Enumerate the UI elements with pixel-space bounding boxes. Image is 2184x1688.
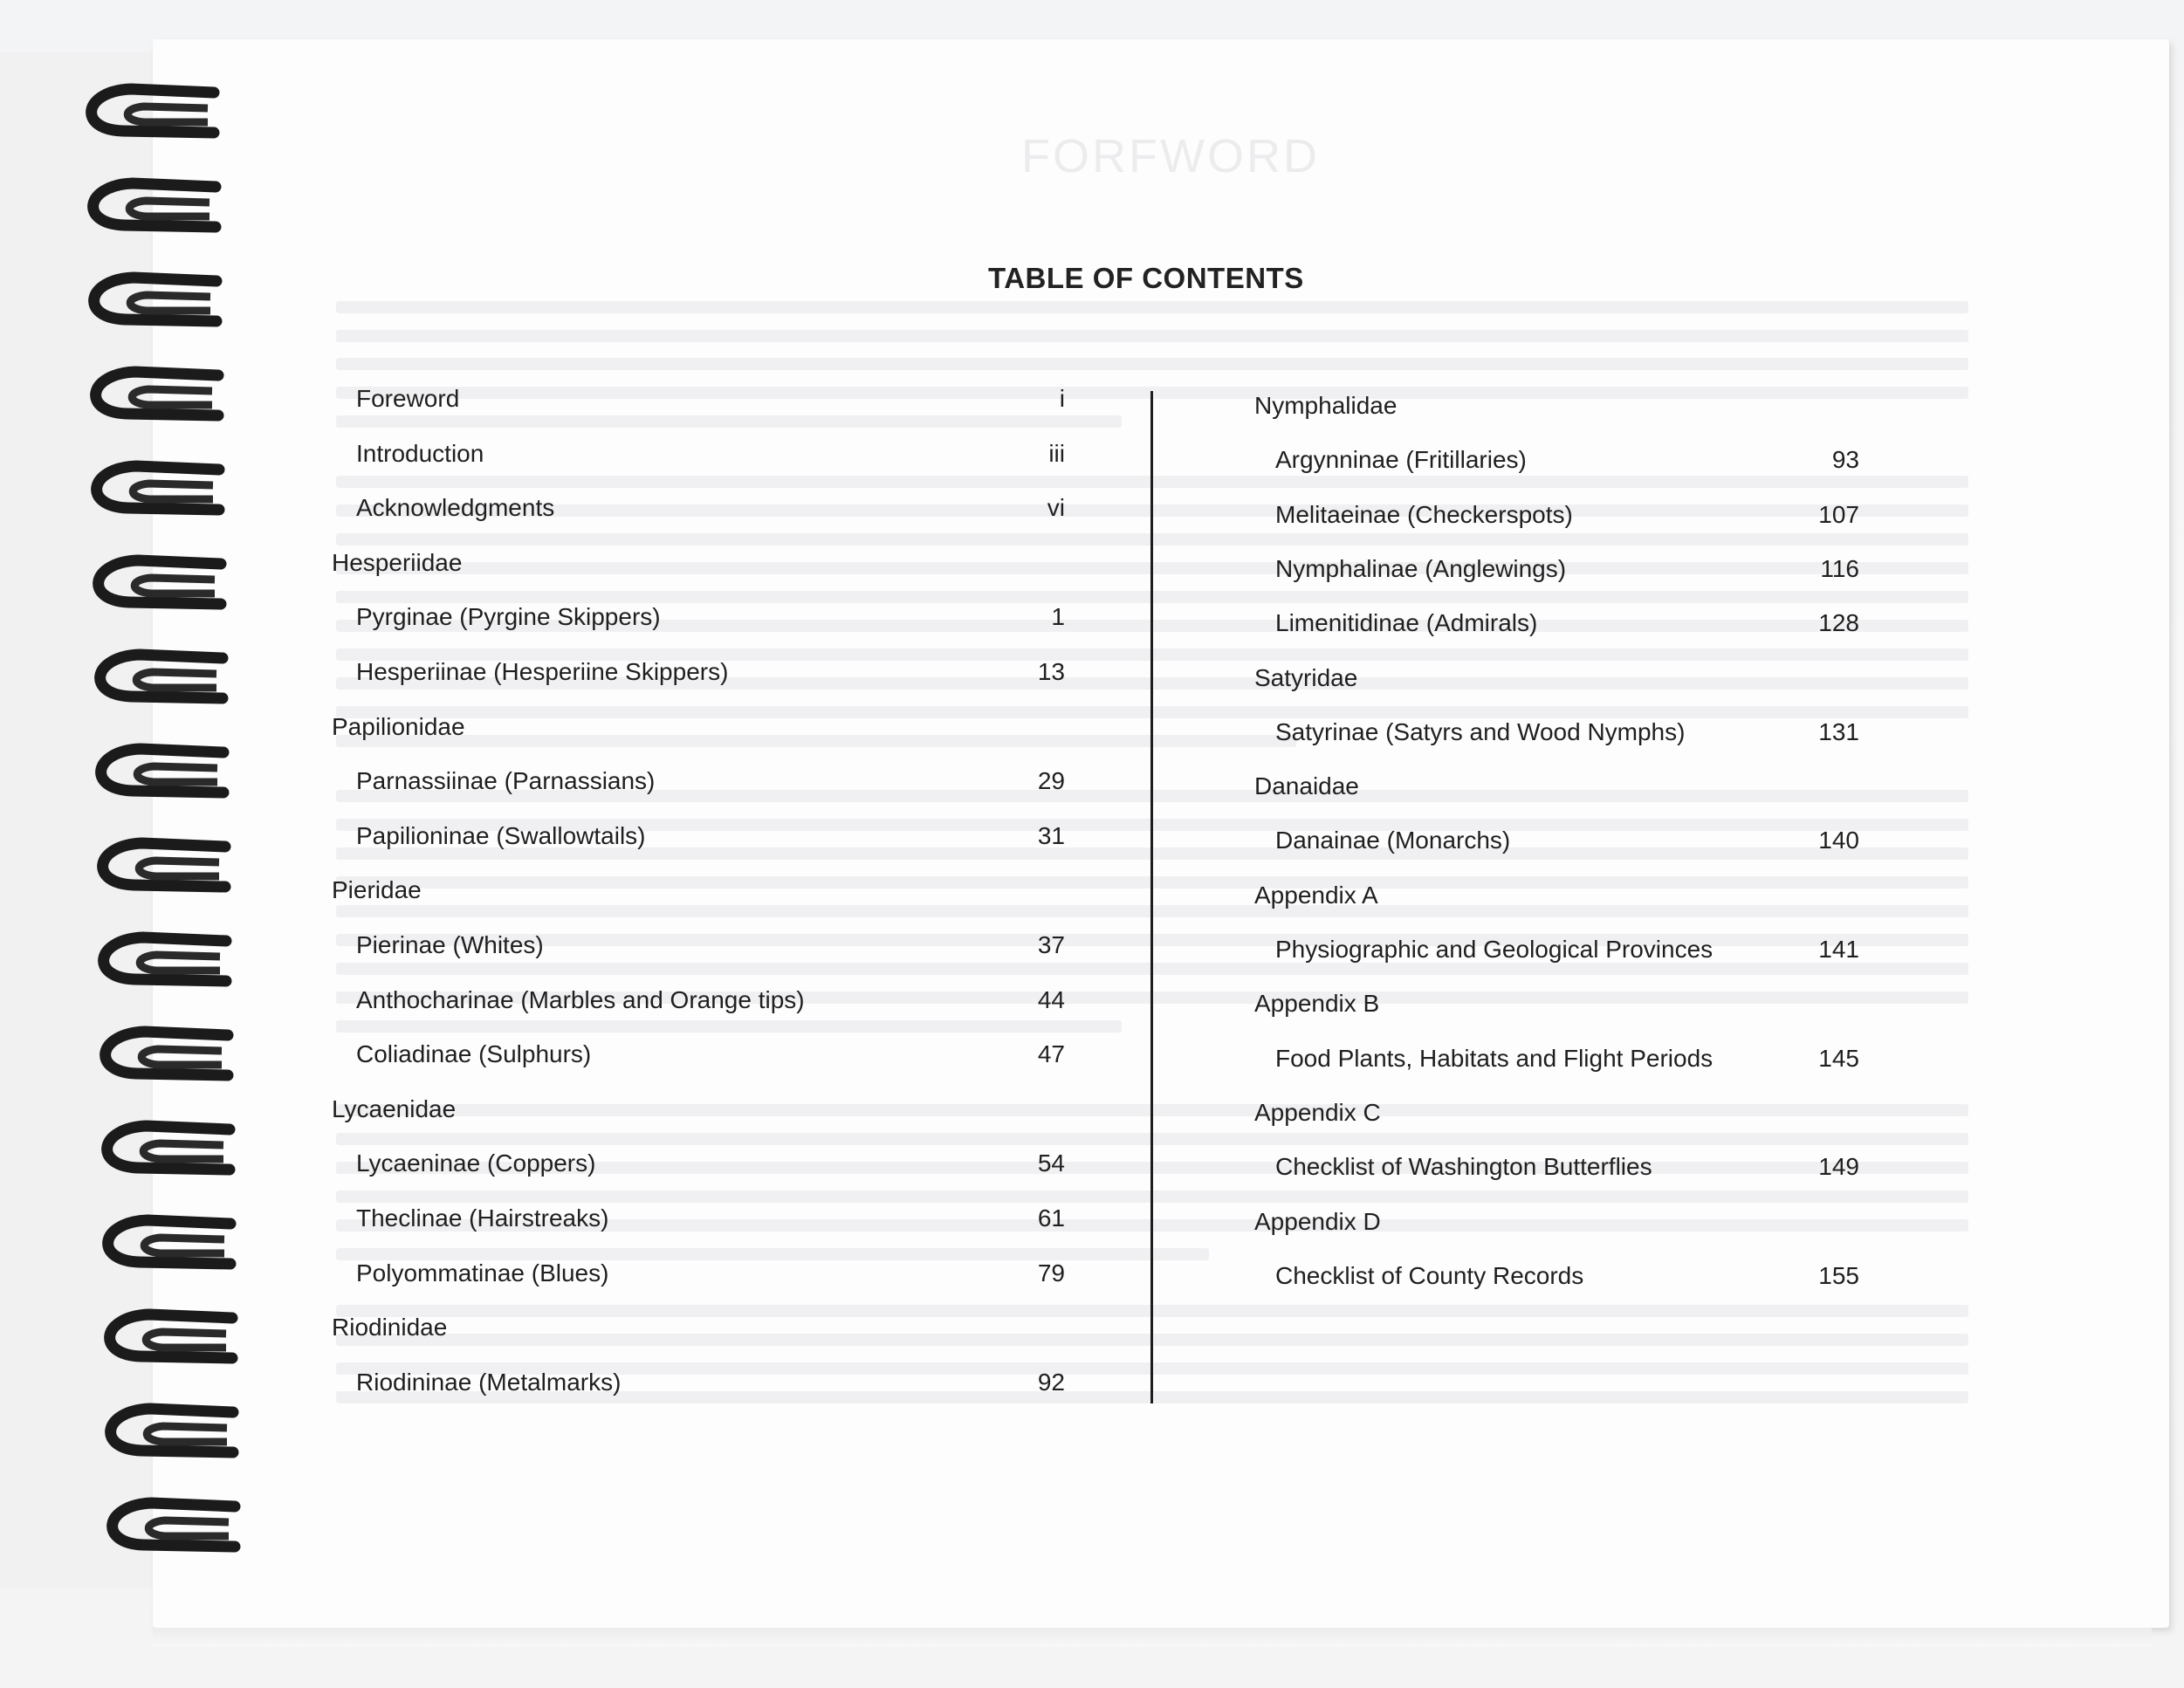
toc-entry-theclinae: Theclinae (Hairstreaks) <box>356 1204 609 1232</box>
toc-page-number: 145 <box>1818 1044 1859 1072</box>
spiral-coil <box>108 1220 230 1264</box>
toc-page-number: 107 <box>1818 500 1859 528</box>
toc-entry-danainae: Danainae (Monarchs) <box>1275 827 1511 854</box>
spiral-coil <box>96 372 218 415</box>
toc-section-appendix-a: Appendix A <box>1254 881 1378 909</box>
toc-page-number: 44 <box>1037 985 1065 1013</box>
toc-entry-physiographic-and-geological-provinces: Physiographic and Geological Provinces <box>1275 936 1714 963</box>
toc-entry-hesperiinae: Hesperiinae (Hesperiine Skippers) <box>356 658 729 685</box>
toc-page-number: 140 <box>1818 827 1859 854</box>
spiral-coil <box>104 937 226 981</box>
spiral-binding-icon <box>0 0 244 1688</box>
spiral-coil <box>107 1126 230 1170</box>
toc-section-nymphalidae: Nymphalidae <box>1254 392 1398 419</box>
toc-page-number: 141 <box>1818 936 1859 963</box>
ghost-heading: FORFWORD <box>1021 130 1320 182</box>
spiral-coil <box>101 749 223 793</box>
toc-page-number: iii <box>1048 439 1065 467</box>
spiral-coil <box>92 89 214 133</box>
toc-entry-argynninae: Argynninae (Fritillaries) <box>1275 446 1527 474</box>
toc-entry-limenitidinae: Limenitidinae (Admirals) <box>1275 609 1538 637</box>
spiral-coil <box>100 655 223 698</box>
spiral-coil <box>99 560 221 604</box>
toc-page-number: vi <box>1047 494 1065 522</box>
toc-page-number: 128 <box>1818 609 1859 637</box>
toc-section-riodinidae: Riodinidae <box>332 1314 448 1341</box>
toc-entry-checklist-of-washington-butterflies: Checklist of Washington Butterflies <box>1275 1153 1652 1181</box>
toc-section-papilionidae: Papilionidae <box>332 712 465 740</box>
spiral-coil <box>113 1503 235 1547</box>
toc-page-number: 116 <box>1820 554 1859 582</box>
toc-page-number: 61 <box>1037 1204 1065 1232</box>
toc-page-number: 1 <box>1051 603 1065 631</box>
toc-page-number: 79 <box>1037 1259 1065 1287</box>
toc-section-appendix-d: Appendix D <box>1254 1207 1381 1235</box>
toc-entry-nymphalinae: Nymphalinae (Anglewings) <box>1275 554 1567 582</box>
toc-section-hesperiidae: Hesperiidae <box>332 548 463 576</box>
column-divider <box>1150 391 1153 1403</box>
toc-page-number: 131 <box>1818 717 1859 745</box>
toc-page-number: 31 <box>1037 821 1065 849</box>
toc-page-number: 92 <box>1037 1368 1065 1396</box>
toc-page-number: 29 <box>1037 767 1065 795</box>
toc-entry-lycaeninae: Lycaeninae (Coppers) <box>356 1149 596 1177</box>
toc-entry-pierinae: Pierinae (Whites) <box>356 931 544 958</box>
toc-page-number: 155 <box>1818 1261 1859 1289</box>
toc-entry-papilioninae: Papilioninae (Swallowtails) <box>356 821 646 849</box>
toc-section-appendix-c: Appendix C <box>1254 1098 1381 1126</box>
toc-section-appendix-b: Appendix B <box>1254 990 1380 1018</box>
toc-page-number: 47 <box>1037 1040 1065 1068</box>
toc-entry-food-plants-habitats-and-flight-periods: Food Plants, Habitats and Flight Periods <box>1275 1044 1714 1072</box>
toc-entry-melitaeinae: Melitaeinae (Checkerspots) <box>1275 500 1573 528</box>
spiral-coil <box>94 278 216 321</box>
spiral-coil <box>93 183 216 227</box>
toc-section-satyridae: Satyridae <box>1254 663 1358 691</box>
page-edge <box>153 1628 2152 1647</box>
toc-entry-anthocharinae: Anthocharinae (Marbles and Orange tips) <box>356 985 805 1013</box>
spiral-coil <box>110 1314 232 1358</box>
toc-section-pieridae: Pieridae <box>332 876 422 904</box>
toc-entry-riodininae: Riodininae (Metalmarks) <box>356 1368 622 1396</box>
toc-page-number: 13 <box>1037 658 1065 685</box>
toc-entry-checklist-of-county-records: Checklist of County Records <box>1275 1261 1584 1289</box>
toc-page-number: 149 <box>1818 1153 1859 1181</box>
toc-entry-pyrginae: Pyrginae (Pyrgine Skippers) <box>356 603 661 631</box>
toc-page-number: i <box>1059 385 1065 412</box>
spiral-coil <box>111 1409 233 1452</box>
toc-entry-parnassiinae: Parnassiinae (Parnassians) <box>356 767 656 795</box>
page-title: TABLE OF CONTENTS <box>988 262 1304 294</box>
toc-entry-foreword: Foreword <box>356 385 460 412</box>
toc-entry-polyommatinae: Polyommatinae (Blues) <box>356 1259 609 1287</box>
toc-page-number: 93 <box>1831 446 1859 474</box>
toc-entry-acknowledgments: Acknowledgments <box>356 494 555 522</box>
toc-section-lycaenidae: Lycaenidae <box>332 1094 457 1122</box>
spiral-coil <box>97 466 219 510</box>
toc-section-danaidae: Danaidae <box>1254 772 1359 800</box>
spiral-coil <box>103 843 225 887</box>
toc-entry-coliadinae: Coliadinae (Sulphurs) <box>356 1040 592 1068</box>
toc-entry-introduction: Introduction <box>356 439 484 467</box>
spiral-coil <box>106 1032 228 1075</box>
toc-page-number: 54 <box>1037 1149 1065 1177</box>
toc-page-number: 37 <box>1037 931 1065 958</box>
toc-entry-satyrinae: Satyrinae (Satyrs and Wood Nymphs) <box>1275 717 1686 745</box>
